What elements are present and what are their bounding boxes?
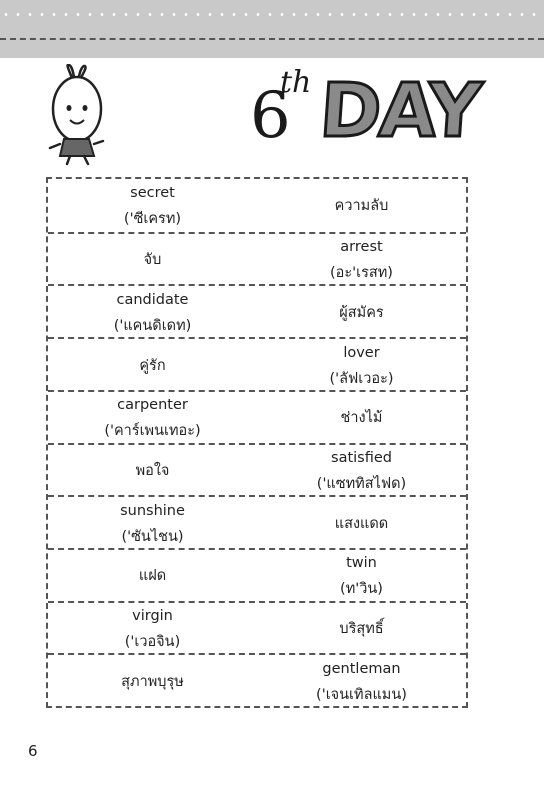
pronunciation-text: ('แคนดิเดท) [113,317,192,334]
word-text: แฝด [138,568,167,585]
left-cell [48,339,257,392]
left-cell [48,497,257,550]
word-text: sunshine [120,502,185,519]
word-text: พอใจ [135,463,170,479]
left-cell [48,603,257,656]
right-cell [257,392,466,445]
table-row [48,337,466,392]
left-cell [48,179,257,232]
word-text: satisfied [331,450,392,466]
table-row [48,548,466,603]
vocabulary-table [46,177,468,708]
pronunciation-text: (ท'วิน) [340,581,383,598]
dotted-line [0,13,544,16]
left-cell [48,234,257,287]
table-row [48,601,466,656]
word-text: ผู้สมัคร [339,304,384,321]
word-text: ความลับ [334,197,389,214]
day-suffix: th [280,65,312,100]
word-text: virgin [132,608,173,625]
left-cell [48,550,257,603]
mascot-character-icon [42,64,112,168]
right-cell [257,179,466,232]
table-row [48,179,466,232]
right-cell [257,550,466,603]
table-row [48,495,466,550]
day-number: 6 [250,79,291,153]
right-cell [257,234,466,287]
word-text: arrest [340,239,383,256]
pronunciation-text: (อะ'เรสท) [330,265,393,282]
word-text: secret [130,184,175,201]
word-text: ช่างไม้ [340,410,383,427]
word-text: คู่รัก [139,357,166,374]
left-cell [48,655,257,708]
word-text: twin [346,555,377,572]
table-row [48,232,466,287]
word-text: จับ [143,252,162,269]
day-word: DAY [316,68,483,154]
pronunciation-text: ('เวอจิน) [124,634,181,651]
word-text: lover [343,344,380,361]
left-cell [48,286,257,339]
table-row [48,390,466,445]
day-title [240,62,483,172]
pronunciation-text: ('คาร์เพนเทอะ) [104,423,201,440]
right-cell [257,603,466,656]
word-text: สุภาพบุรุษ [121,673,184,690]
right-cell [257,339,466,392]
table-row [48,443,466,498]
table-row [48,653,466,708]
table-row [48,284,466,339]
right-cell [257,445,466,498]
word-text: candidate [116,291,189,308]
top-decorative-band [0,0,544,58]
pronunciation-text: ('ลัฟเวอะ) [329,370,394,387]
word-text: carpenter [117,397,188,414]
dashed-line [0,38,544,40]
left-cell [48,445,257,498]
right-cell [257,497,466,550]
page-number: 6 [28,742,38,760]
pronunciation-text: ('แซททิสไฟด) [316,476,407,492]
right-cell [257,286,466,339]
pronunciation-text: ('ซีเครท) [123,210,182,227]
left-cell [48,392,257,445]
pronunciation-text: ('เจนเทิลแมน) [316,686,407,703]
word-text: แสงแดด [334,515,389,532]
pronunciation-text: ('ซันไชน) [121,528,184,545]
right-cell [257,655,466,708]
word-text: บริสุทธิ์ [339,621,384,638]
word-text: gentleman [322,660,401,677]
